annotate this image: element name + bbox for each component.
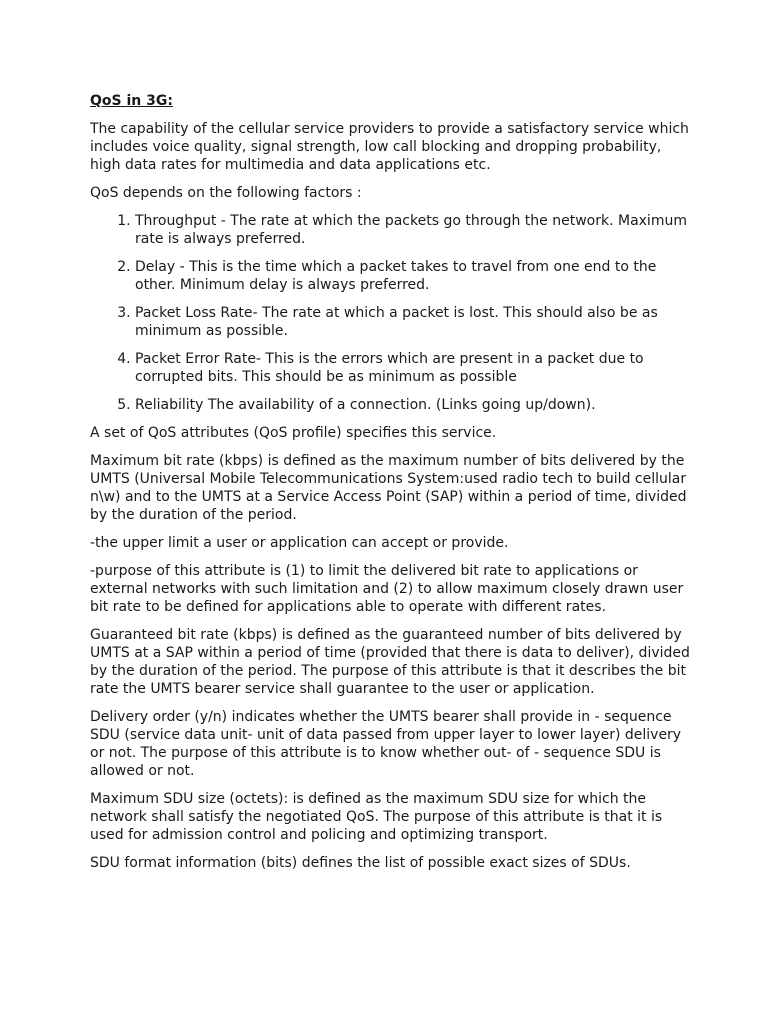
factor-item-throughput: 1. Throughput - The rate at which the packets go through the network. Maximum rate is always preferred. xyxy=(135,212,690,248)
purpose-paragraph: -purpose of this attribute is (1) to limit the delivered bit rate to applications or external networks with such limitation and (2) to allow maximum closely drawn user bit rate to be defined for applications able to operate with different rates. xyxy=(90,563,684,615)
factor-item-reliability: 5. Reliability The availability of a connection. (Links going up/down). xyxy=(135,396,690,414)
factor-item-packet-loss-rate: 3. Packet Loss Rate- The rate at which a packet is lost. This should also be as minimum as possible. xyxy=(135,304,690,340)
sdu-format-paragraph: SDU format information (bits) defines the list of possible exact sizes of SDUs. xyxy=(90,855,631,871)
factors-lead-paragraph: QoS depends on the following factors : xyxy=(90,185,362,201)
max-sdu-size-paragraph: Maximum SDU size (octets): is defined as the maximum SDU size for which the network shall satisfy the negotiated QoS. The purpose of this attribute is that it is used for admission control and policing and optimizing transport. xyxy=(90,791,663,843)
delivery-order-paragraph: Delivery order (y/n) indicates whether the UMTS bearer shall provide in - sequence SDU (service data unit- unit of data passed from upper layer to lower layer) delivery or not. The purpose of this attribute is to know whether out- of - sequence SDU is allowed or not. xyxy=(90,709,682,779)
qos-profile-paragraph: A set of QoS attributes (QoS profile) specifies this service. xyxy=(90,425,497,441)
guaranteed-bit-rate-paragraph: Guaranteed bit rate (kbps) is defined as the guaranteed number of bits delivered by UMTS at a SAP within a period of time (provided that there is data to deliver), divided by the duration of the period. The purpose of this attribute is that it describes the bit rate the UMTS bearer service shall guarantee to the user or application. xyxy=(90,627,690,697)
document-page xyxy=(90,92,690,882)
factor-item-packet-error-rate: 4. Packet Error Rate- This is the errors which are present in a packet due to corrupted bits. This should be as minimum as possible xyxy=(135,350,690,386)
max-bit-rate-paragraph: Maximum bit rate (kbps) is defined as the maximum number of bits delivered by the UMTS (Universal Mobile Telecommunications System:used radio tech to build cellular n\w) and to the UMTS at a Service Access Point (SAP) within a period of time, divided by the duration of the period. xyxy=(90,453,687,523)
intro-paragraph: The capability of the cellular service providers to provide a satisfactory service which includes voice quality, signal strength, low call blocking and dropping probability, high data rates for multimedia and data applications etc. xyxy=(90,121,689,173)
factor-item-delay: 2. Delay - This is the time which a packet takes to travel from one end to the other. Minimum delay is always preferred. xyxy=(135,258,690,294)
factors-list xyxy=(90,212,690,414)
document-heading: QoS in 3G: xyxy=(90,93,173,109)
upper-limit-paragraph: -the upper limit a user or application can accept or provide. xyxy=(90,535,509,551)
